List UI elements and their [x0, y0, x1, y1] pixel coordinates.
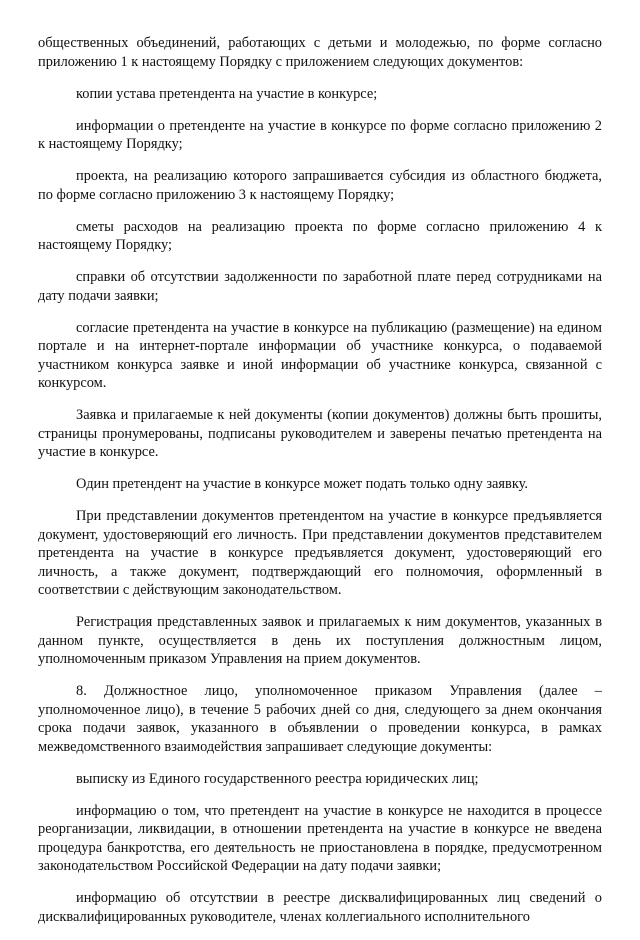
- paragraph-reorganization-info: информацию о том, что претендент на участие в конкурсе не находится в процессе реорганизации, ликвидации, в отношении претендента на участие в конкурсе не введена процедура банкротства, его деятельность не приостановлена в порядке, предусмотренном законодательством Российской Федерации на дату подачи заявки;: [38, 802, 602, 874]
- paragraph-identity-documents: При представлении документов претендентом на участие в конкурсе предъявляется документ, удостоверяющий его личность. При представлении документов представителем претендента на участие в конкурсе предъявляется документ, удостоверяющий его личность, а также документ, подтверждающий его полномочия, оформленный в соответствии с действующим законодательством.: [38, 508, 602, 598]
- paragraph-application-binding: Заявка и прилагаемые к ней документы (копии документов) должны быть прошиты, страницы пронумерованы, подписаны руководителем и заверены печатью претендента на участие в конкурсе.: [38, 407, 602, 460]
- document-body: [38, 34, 602, 940]
- paragraph-continuation: общественных объединений, работающих с детьми и молодежью, по форме согласно приложению 1 к настоящему Порядку с приложением следующих документов:: [38, 35, 602, 70]
- paragraph-applicant-info: информации о претенденте на участие в конкурсе по форме согласно приложению 2 к настоящему Порядку;: [38, 117, 602, 152]
- paragraph-registry-extract: выписку из Единого государственного реестра юридических лиц;: [76, 770, 479, 787]
- paragraph-charter-copies: копии устава претендента на участие в конкурсе;: [76, 85, 378, 102]
- paragraph-disqualification-info: информацию об отсутствии в реестре дисквалифицированных лиц сведений о дисквалифицированных руководителе, членах коллегиального исполнительного: [38, 890, 602, 925]
- paragraph-registration: Регистрация представленных заявок и прилагаемых к ним документов, указанных в данном пункте, осуществляется в день их поступления должностным лицом, уполномоченным приказом Управления на прием документов.: [38, 614, 602, 667]
- paragraph-project: проекта, на реализацию которого запрашивается субсидия из областного бюджета, по форме согласно приложению 3 к настоящему Порядку;: [38, 168, 602, 203]
- paragraph-budget-estimate: сметы расходов на реализацию проекта по форме согласно приложению 4 к настоящему Порядку;: [38, 218, 602, 253]
- paragraph-item-8: 8. Должностное лицо, уполномоченное приказом Управления (далее – уполномоченное лицо), в течение 5 рабочих дней со дня, следующего за днем окончания срока подачи заявок, указанного в объявлении о проведении конкурса, в рамках межведомственного взаимодействия запрашивает следующие документы:: [38, 683, 602, 755]
- paragraph-single-application: Один претендент на участие в конкурсе может подать только одну заявку.: [76, 476, 528, 492]
- paragraph-salary-debt-certificate: справки об отсутствии задолженности по заработной плате перед сотрудниками на дату подачи заявки;: [38, 269, 602, 304]
- paragraph-publication-consent: согласие претендента на участие в конкурсе на публикацию (размещение) на едином портале и на интернет-портале информации об участнике конкурса, о подаваемой участником конкурса заявке и иной информации об участнике конкурса, связанной с конкурсом.: [38, 319, 602, 391]
